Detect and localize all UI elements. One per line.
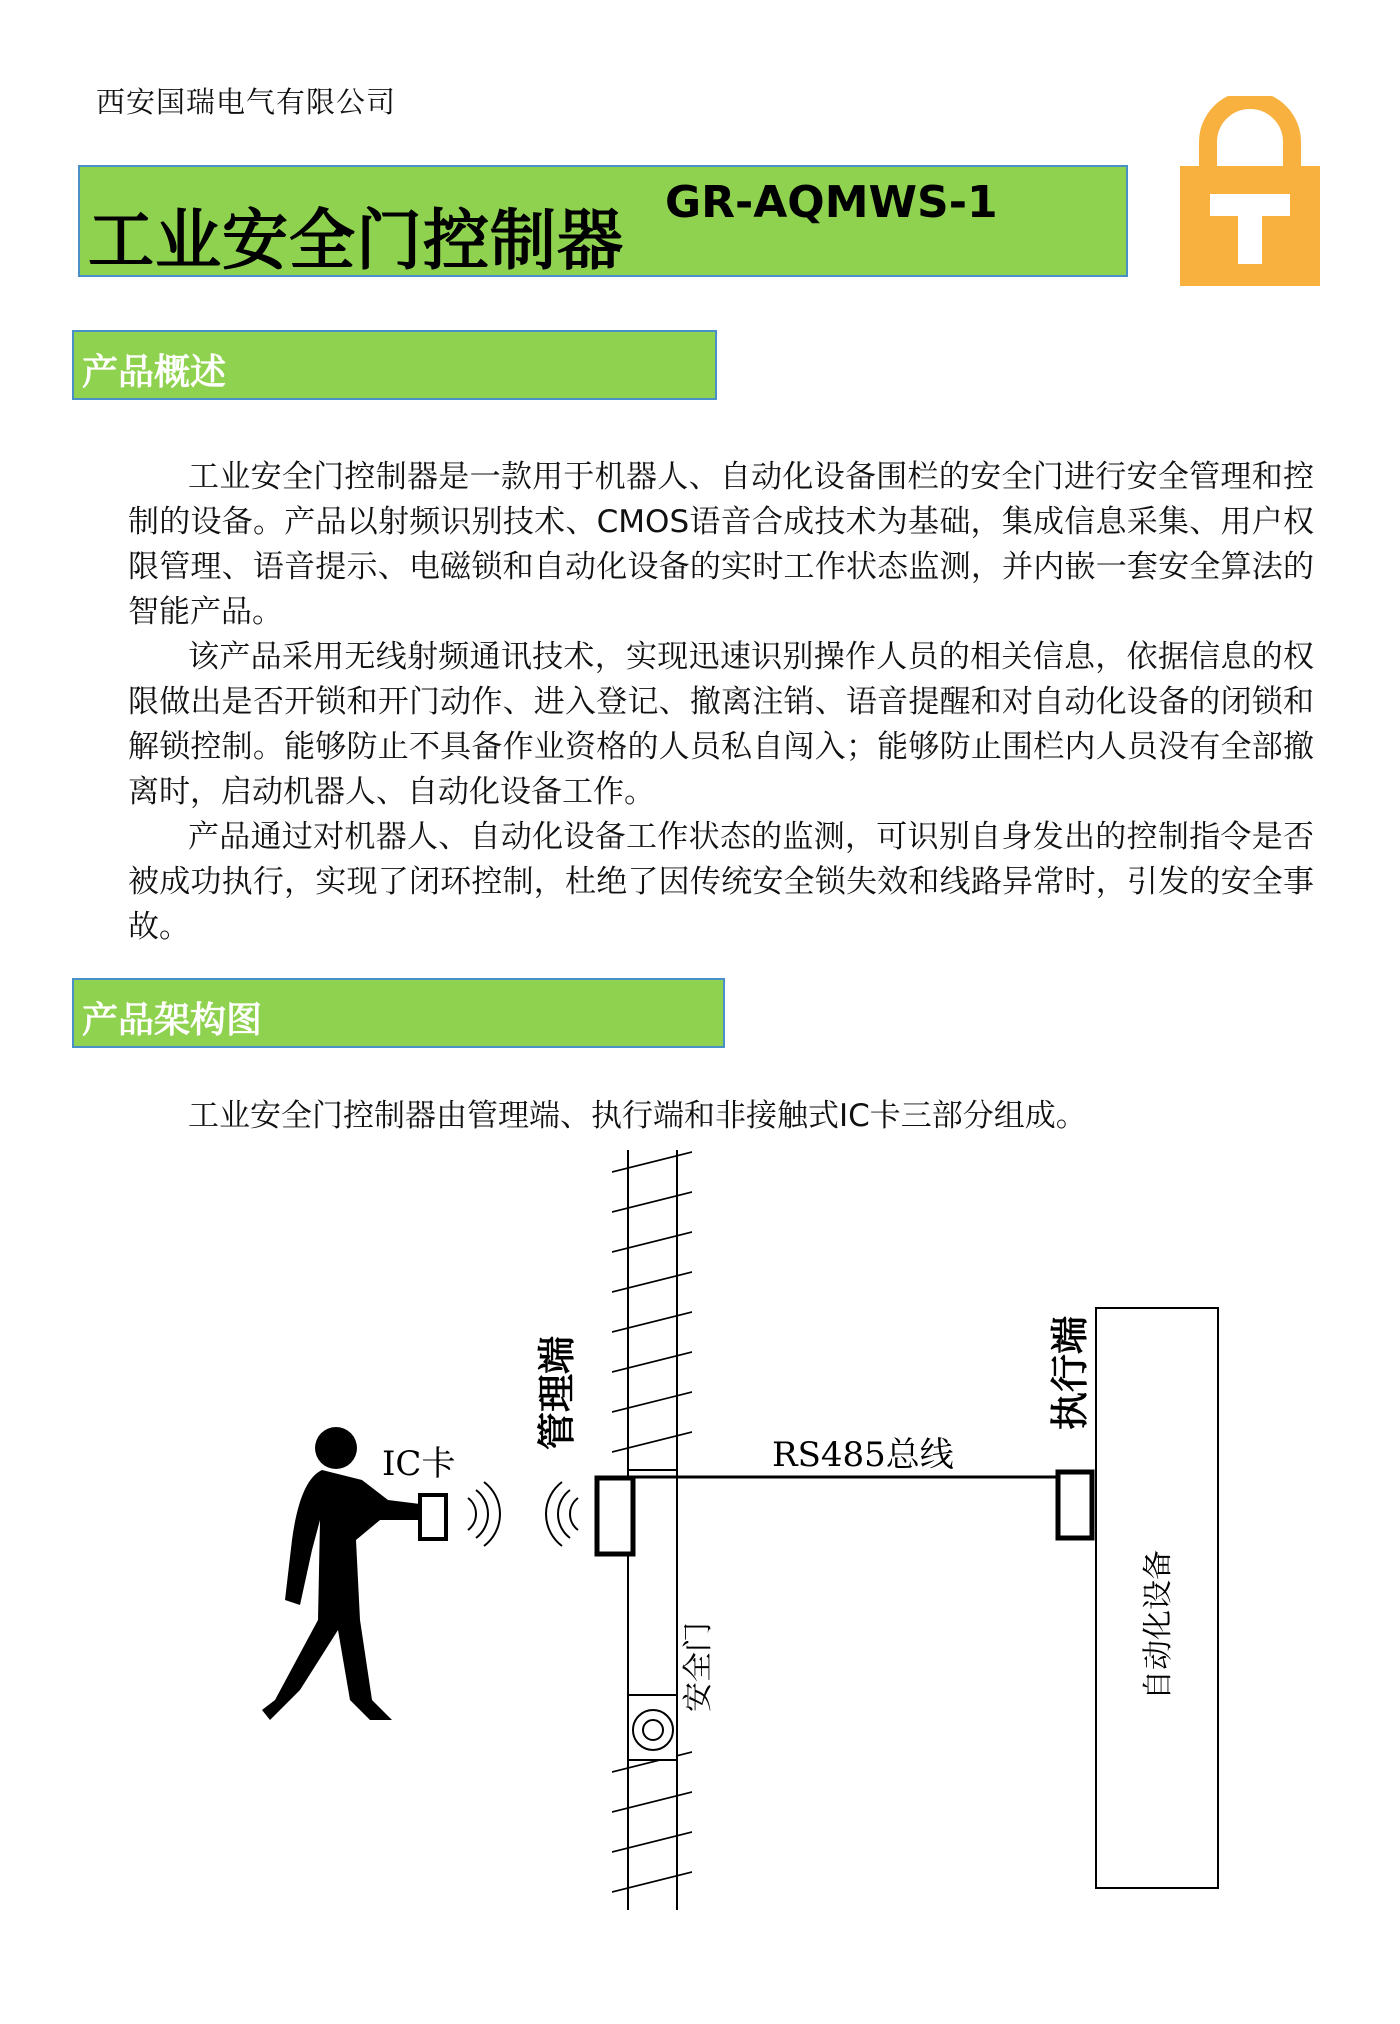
model-number: GR-AQMWS-1 [665, 177, 998, 228]
automation-equipment-label: 自动化设备 [1141, 1550, 1176, 1700]
execution-end-label: 执行端 [1047, 1315, 1092, 1430]
ic-card-label: IC卡 [382, 1444, 456, 1484]
company-name: 西安国瑞电气有限公司 [96, 85, 397, 119]
rs485-bus-label: RS485总线 [772, 1435, 954, 1475]
ic-card-icon [420, 1495, 446, 1539]
architecture-intro: 工业安全门控制器由管理端、执行端和非接触式IC卡三部分组成。 [188, 1098, 1087, 1134]
title-banner [78, 165, 1128, 277]
overview-paragraph-1: 工业安全门控制器是一款用于机器人、自动化设备围栏的安全门进行安全管理和控制的设备。产品以射频识别技术、CMOS语音合成技术为基础，集成信息采集、用户权限管理、语音提示、电磁锁和自动化设备的实时工作状态监测，并内嵌一套安全算法的智能产品。 [128, 459, 1314, 630]
section-title: 产品概述 [82, 352, 227, 393]
padlock-icon [1180, 96, 1320, 286]
management-unit [597, 1478, 633, 1554]
execution-unit [1058, 1472, 1092, 1538]
overview-paragraph-3: 产品通过对机器人、自动化设备工作状态的监测，可识别自身发出的控制指令是否被成功执行，实现了闭环控制，杜绝了因传统安全锁失效和线路异常时，引发的安全事故。 [128, 819, 1314, 945]
section-header-architecture [72, 978, 725, 1048]
architecture-diagram [0, 1140, 1400, 1920]
safety-door-label: 安全门 [681, 1622, 716, 1712]
reader-signal-icon [546, 1482, 578, 1546]
management-end-label: 管理端 [534, 1335, 579, 1450]
section-title: 产品架构图 [82, 1000, 263, 1041]
page-title: 工业安全门控制器 [88, 202, 624, 279]
overview-paragraph-2: 该产品采用无线射频通讯技术，实现迅速识别操作人员的相关信息，依据信息的权限做出是否开锁和开门动作、进入登记、撤离注销、语音提醒和对自动化设备的闭锁和解锁控制。能够防止不具备作业资格的人员私自闯入；能够防止围栏内人员没有全部撤离时，启动机器人、自动化设备工作。 [128, 639, 1314, 810]
section-header-overview [72, 330, 717, 400]
card-signal-icon [468, 1482, 500, 1546]
